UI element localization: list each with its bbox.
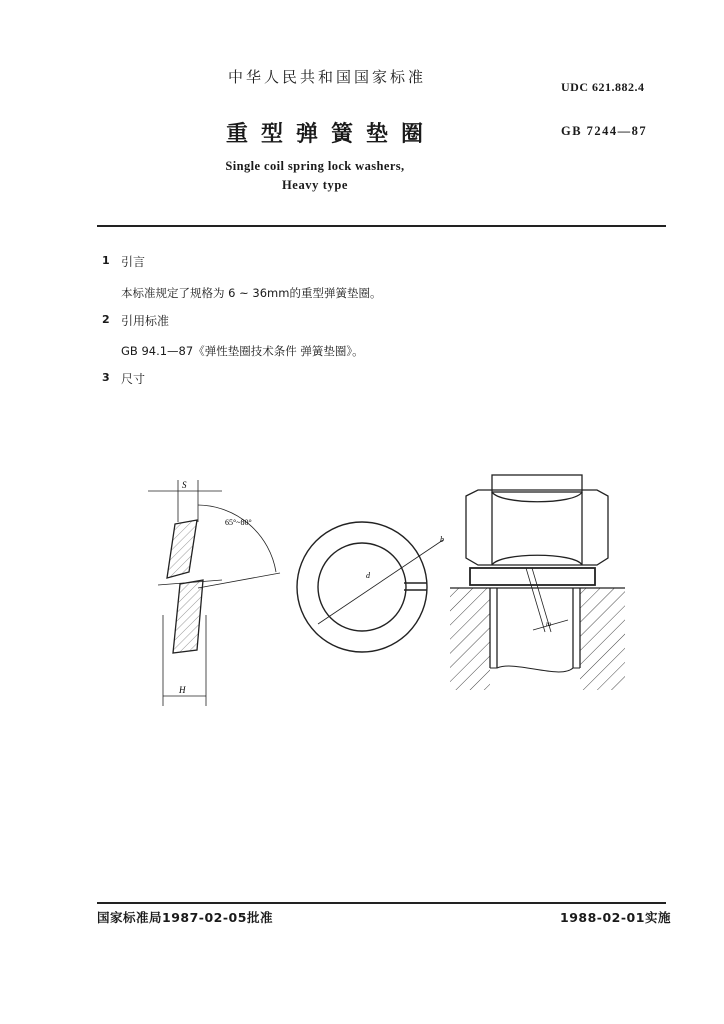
approval-date: 国家标准局1987-02-05批准 — [97, 910, 273, 925]
section-number-3: 3 — [102, 371, 110, 384]
label-width-b: b — [440, 535, 444, 544]
english-title-line2: Heavy type — [281, 178, 349, 192]
section-number-2: 2 — [102, 313, 110, 326]
label-thickness-s: S — [182, 480, 187, 490]
footer-divider — [97, 902, 666, 904]
standard-issuer-title: 中华人民共和国国家标准 — [228, 68, 427, 86]
section-heading-introduction: 引言 — [121, 255, 146, 269]
label-m: m — [546, 620, 552, 628]
section-text-introduction: 本标准规定了规格为 6 ~ 36mm的重型弹簧垫圈。 — [121, 286, 382, 300]
label-height-h: H — [179, 685, 186, 695]
section-heading-references: 引用标准 — [121, 314, 170, 328]
section-heading-dimensions: 尺寸 — [121, 372, 146, 386]
assembly-view — [450, 475, 625, 690]
effective-date: 1988-02-01实施 — [560, 910, 671, 925]
udc-code: UDC 621.882.4 — [561, 80, 645, 94]
english-title-line1: Single coil spring lock washers, — [225, 159, 405, 173]
label-angle: 65°~80° — [225, 518, 252, 527]
washer-top-view — [297, 522, 443, 652]
label-diameter-d: d — [366, 571, 370, 580]
gb-standard-number: GB 7244—87 — [561, 124, 648, 138]
section-number-1: 1 — [102, 254, 110, 267]
section-text-references: GB 94.1—87《弹性垫圈技术条件 弹簧垫圈》。 — [121, 344, 364, 358]
washer-side-view — [148, 480, 280, 706]
document-title: 重型弹簧垫圈 — [226, 122, 437, 147]
